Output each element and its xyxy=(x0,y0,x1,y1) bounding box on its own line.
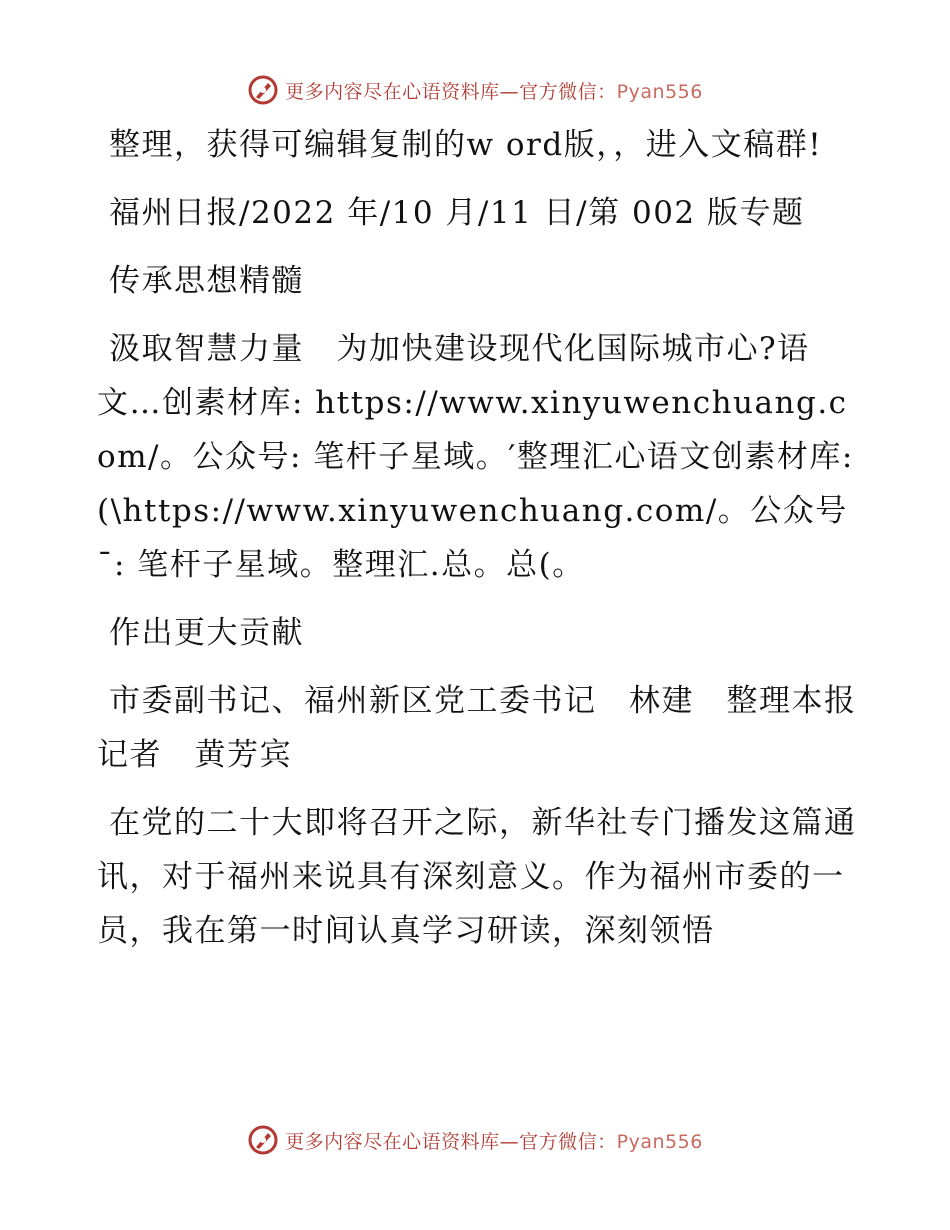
banner-handle: Pyan556 xyxy=(616,1130,703,1153)
banner-slogan: 更多内容尽在心语资料库—官方微信： xyxy=(285,80,617,103)
paragraph-headline-3: 作出更大贡献 xyxy=(109,615,304,651)
paragraph-intro: 整理，获得可编辑复制的w ord版，，进入文稿群! xyxy=(109,127,823,163)
paragraph-headline-2: 汲取智慧力量 为加快建设现代化国际城市心?语文…创素材库: https://www.xinyuwenchuang.com/。公众号: 笔杆子星域。′整理汇心语文创素材库: (\https://www.xinyuwenchuang.com/。公众号¯: 笔杆子星域。整理汇.总。总(。 xyxy=(97,331,854,583)
banner-slogan: 更多内容尽在心语资料库—官方微信： xyxy=(285,1130,617,1153)
banner-handle: Pyan556 xyxy=(616,80,703,103)
banner-text xyxy=(285,1127,703,1154)
paragraph-body: 在党的二十大即将召开之际，新华社专门播发这篇通讯，对于福州来说具有深刻意义。作为福州市委的一员，我在第一时间认真学习研读，深刻领悟 xyxy=(97,805,857,949)
banner-text xyxy=(285,77,703,104)
paragraph-source-line: 福州日报/2022 年/10 月/11 日/第 002 版专题 xyxy=(109,195,805,231)
document-body xyxy=(97,118,857,972)
pen-logo-icon xyxy=(247,1124,279,1156)
paragraph-byline: 市委副书记、福州新区党工委书记 林建 整理本报记者 黄芳宾 xyxy=(97,683,857,773)
paragraph-headline-1: 传承思想精髓 xyxy=(109,263,304,299)
pen-logo-icon xyxy=(247,74,279,106)
header-watermark-banner xyxy=(0,70,950,110)
footer-watermark-banner xyxy=(0,1120,950,1160)
